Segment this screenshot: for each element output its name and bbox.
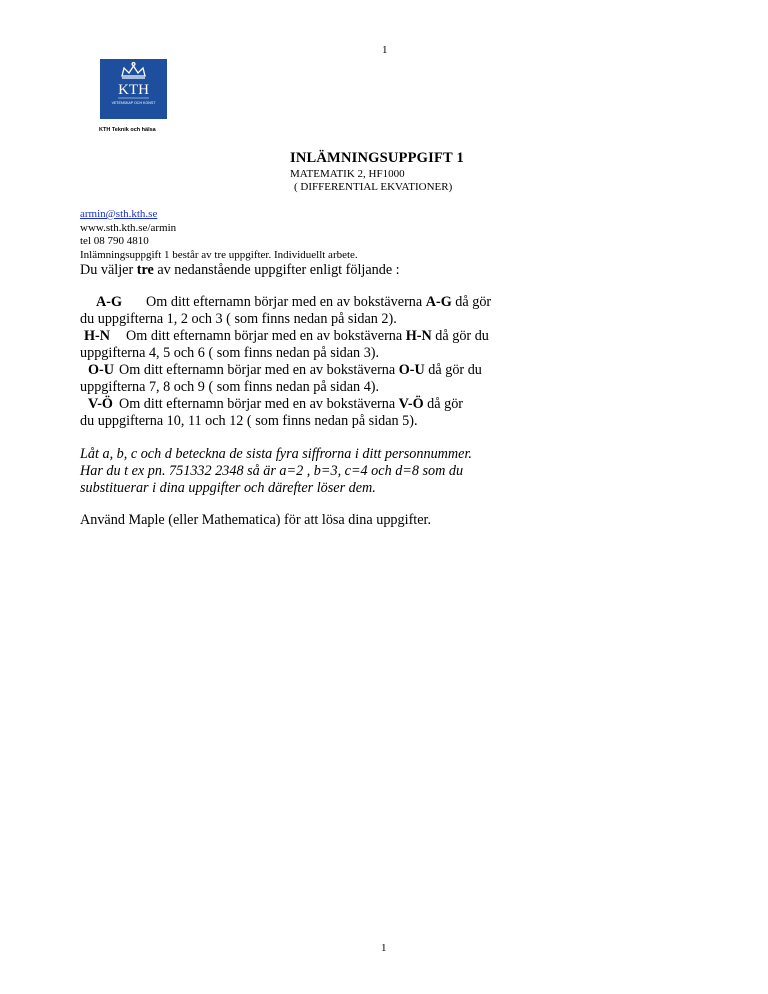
example-line-1: Låt a, b, c och d beteckna de sista fyra siffrorna i ditt personnummer.	[80, 446, 472, 462]
group-letters: H-N	[405, 328, 432, 344]
assignment-note: Inlämningsuppgift 1 består av tre uppgifter. Individuellt arbete.	[80, 249, 358, 261]
group-label: A-G	[96, 294, 123, 310]
kth-logo	[100, 59, 167, 119]
group-text: Om ditt efternamn börjar med en av bokstäverna	[126, 328, 406, 344]
example-line-2: Har du t ex pn. 751332 2348 så är a=2 , b=3, c=4 och d=8 som du	[80, 463, 464, 479]
intro-bold: tre	[136, 262, 154, 278]
intro-line	[80, 262, 400, 279]
group-ou-line2: uppgifterna 7, 8 och 9 ( som finns nedan på sidan 4).	[80, 379, 380, 395]
website-text: www.sth.kth.se/armin	[80, 222, 177, 234]
group-letters: A-G	[425, 294, 452, 310]
assignment-title: INLÄMNINGSUPPGIFT 1	[290, 150, 464, 166]
group-letters: V-Ö	[398, 396, 424, 412]
group-hn-line2: uppgifterna 4, 5 och 6 ( som finns nedan på sidan 3).	[80, 345, 380, 361]
example-line-3: substituerar i dina uppgifter och därefter löser dem.	[80, 480, 376, 496]
kth-logo-subtext: VETENSKAP OCH KONST	[111, 101, 156, 105]
group-label: H-N	[84, 328, 111, 344]
group-label: V-Ö	[88, 396, 113, 412]
group-vo-line2: du uppgifterna 10, 11 och 12 ( som finns nedan på sidan 5).	[80, 413, 418, 429]
group-text: Om ditt efternamn börjar med en av bokstäverna	[146, 294, 426, 310]
group-text-end: då gör du	[431, 328, 489, 344]
group-text-end: då gör	[423, 396, 464, 412]
group-hn-line1	[84, 328, 489, 345]
email-link[interactable]: armin@sth.kth.se	[80, 208, 158, 220]
group-label: O-U	[88, 362, 115, 378]
logo-caption: KTH Teknik och hälsa	[99, 127, 156, 133]
page-number-bottom: 1	[381, 942, 387, 954]
kth-logo-text: KTH	[118, 82, 149, 98]
group-text: Om ditt efternamn börjar med en av bokstäverna	[119, 362, 399, 378]
group-text-end: då gör	[451, 294, 492, 310]
tool-note: Använd Maple (eller Mathematica) för att lösa dina uppgifter.	[80, 512, 432, 528]
group-ou-line1	[88, 362, 482, 379]
group-text: Om ditt efternamn börjar med en av bokstäverna	[118, 396, 399, 412]
group-vo-line1	[88, 396, 463, 413]
group-ag-line1	[96, 294, 491, 311]
kth-crown-icon	[100, 59, 167, 119]
intro-post: av nedanstående uppgifter enligt följande :	[153, 262, 400, 278]
group-text-end: då gör du	[424, 362, 482, 378]
page-number-top: 1	[382, 44, 388, 56]
intro-pre: Du väljer	[80, 262, 137, 278]
phone-text: tel 08 790 4810	[80, 235, 149, 247]
group-letters: O-U	[398, 362, 425, 378]
group-ag-line2: du uppgifterna 1, 2 och 3 ( som finns nedan på sidan 2).	[80, 311, 397, 327]
course-name: MATEMATIK 2, HF1000	[290, 168, 405, 180]
course-topic: ( DIFFERENTIAL EKVATIONER)	[294, 181, 453, 193]
